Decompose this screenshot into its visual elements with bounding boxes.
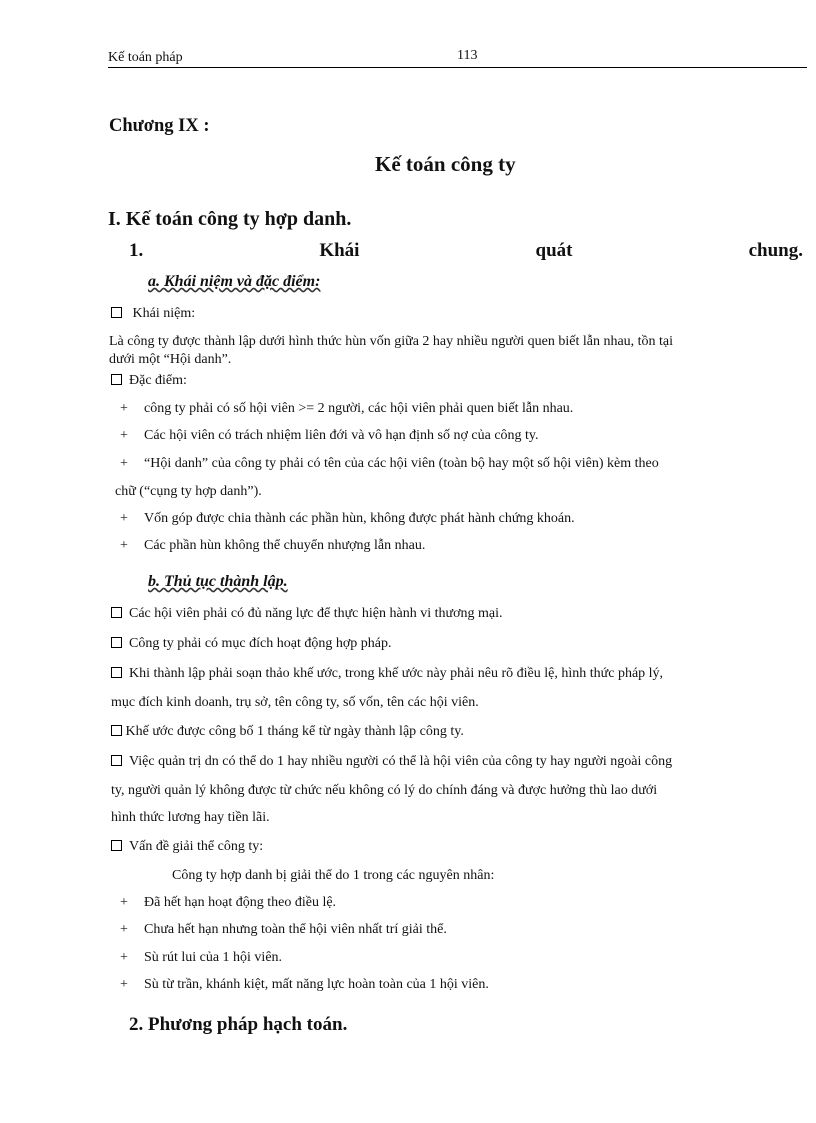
feature-text: Các hội viên có trách nhiệm liên đới và vô hạn định số nợ của công ty. [144,428,539,443]
feature-continuation: chữ (“cụng ty hợp danh”). [115,484,262,499]
subsection-word: chung. [748,240,803,261]
chapter-label: Chương IX : [109,116,210,136]
checkbox-icon [111,667,122,678]
feature-text: Các phần hùn không thể chuyển nhượng lẫn nhau. [144,538,426,553]
plus-icon: + [120,895,128,910]
procedure-continuation: ty, người quản lý không được từ chức nếu không có lý do chính đáng và được hưởng thù lao dưới [111,783,658,798]
procedure-text: Các hội viên phải có đủ năng lực để thực hiện hành vi thương mại. [129,606,503,621]
plus-icon: + [120,922,128,937]
features-label: Đặc điểm: [129,373,187,388]
plus-icon: + [120,977,128,992]
page-number: 113 [457,48,478,63]
plus-icon: + [120,950,128,965]
section-heading: I. Kế toán công ty hợp danh. [108,208,352,230]
feature-item [118,401,573,417]
concept-line: Là công ty được thành lập dưới hình thức hùn vốn giữa 2 hay nhiều người quen biết lẫn nhau, tồn tại [109,334,674,349]
dissolution-intro: Công ty hợp danh bị giải thể do 1 trong các nguyên nhân: [172,868,495,883]
checkbox-icon [111,307,122,318]
dissolution-text: Đã hết hạn hoạt động theo điều lệ. [144,895,337,910]
procedure-item [111,636,391,652]
feature-item [118,538,425,554]
procedure-item [111,754,672,770]
features-item [111,373,187,389]
feature-item [118,428,539,444]
concept-line: dưới một “Hội danh”. [109,352,232,367]
dissolution-item [118,950,282,966]
dissolution-text: Sù từ trần, khánh kiệt, mất năng lực hoàn toàn của 1 hội viên. [144,977,489,992]
procedure-text: Khế ước được công bố 1 tháng kể từ ngày thành lập công ty. [125,724,464,739]
plus-icon: + [120,511,128,526]
concept-label: Khái niệm: [132,306,196,321]
checkbox-icon [111,637,122,648]
checkbox-icon [111,374,122,385]
dissolution-item [118,977,489,993]
part-a-heading: a. Khái niệm và đặc điểm: [148,273,321,290]
feature-text: Vốn góp được chia thành các phần hùn, không được phát hành chứng khoán. [144,511,575,526]
procedure-continuation: hình thức lương hay tiền lãi. [111,810,270,825]
plus-icon: + [120,538,128,553]
plus-icon: + [120,428,128,443]
checkbox-icon [111,725,122,736]
subsection-word: quát [535,240,573,261]
dissolution-text: Sù rút lui của 1 hội viên. [144,950,283,965]
procedure-text: Việc quản trị dn có thể do 1 hay nhiều người có thể là hội viên của công ty hay người ngoài công [129,754,673,769]
procedure-item [111,666,663,682]
procedure-text: Vấn đề giải thể công ty: [129,839,264,854]
procedure-item [111,839,263,855]
dissolution-item [118,895,336,911]
subsection-heading-2: 2. Phương pháp hạch toán. [129,1014,348,1035]
header-rule [108,67,807,68]
procedure-item [111,606,502,622]
subsection-word: Khái [319,240,360,261]
procedure-text: Khi thành lập phải soạn thảo khế ước, trong khế ước này phải nêu rõ điều lệ, hình thức pháp lý, [129,666,664,681]
checkbox-icon [111,755,122,766]
procedure-text: Công ty phải có mục đích hoạt động hợp pháp. [129,636,392,651]
feature-text: “Hội danh” của công ty phải có tên của các hội viên (toàn bộ hay một số hội viên) kèm theo [144,456,659,471]
page-title: Kế toán công ty [375,152,516,176]
dissolution-item [118,922,447,938]
subsection-num: 1. [129,240,144,261]
concept-item [111,306,195,322]
part-b-heading: b. Thủ tục thành lập. [148,573,288,590]
procedure-item [111,724,464,740]
dissolution-text: Chưa hết hạn nhưng toàn thể hội viên nhất trí giải thể. [144,922,447,937]
procedure-continuation: mục đích kinh doanh, trụ sở, tên công ty, số vốn, tên các hội viên. [111,695,479,710]
feature-item [118,456,659,472]
header-left: Kế toán pháp [108,50,183,65]
checkbox-icon [111,840,122,851]
plus-icon: + [120,401,128,416]
feature-item [118,511,575,527]
checkbox-icon [111,607,122,618]
plus-icon: + [120,456,128,471]
subsection-heading-1 [129,240,803,262]
feature-text: công ty phải có số hội viên >= 2 người, các hội viên phải quen biết lẫn nhau. [144,401,574,416]
